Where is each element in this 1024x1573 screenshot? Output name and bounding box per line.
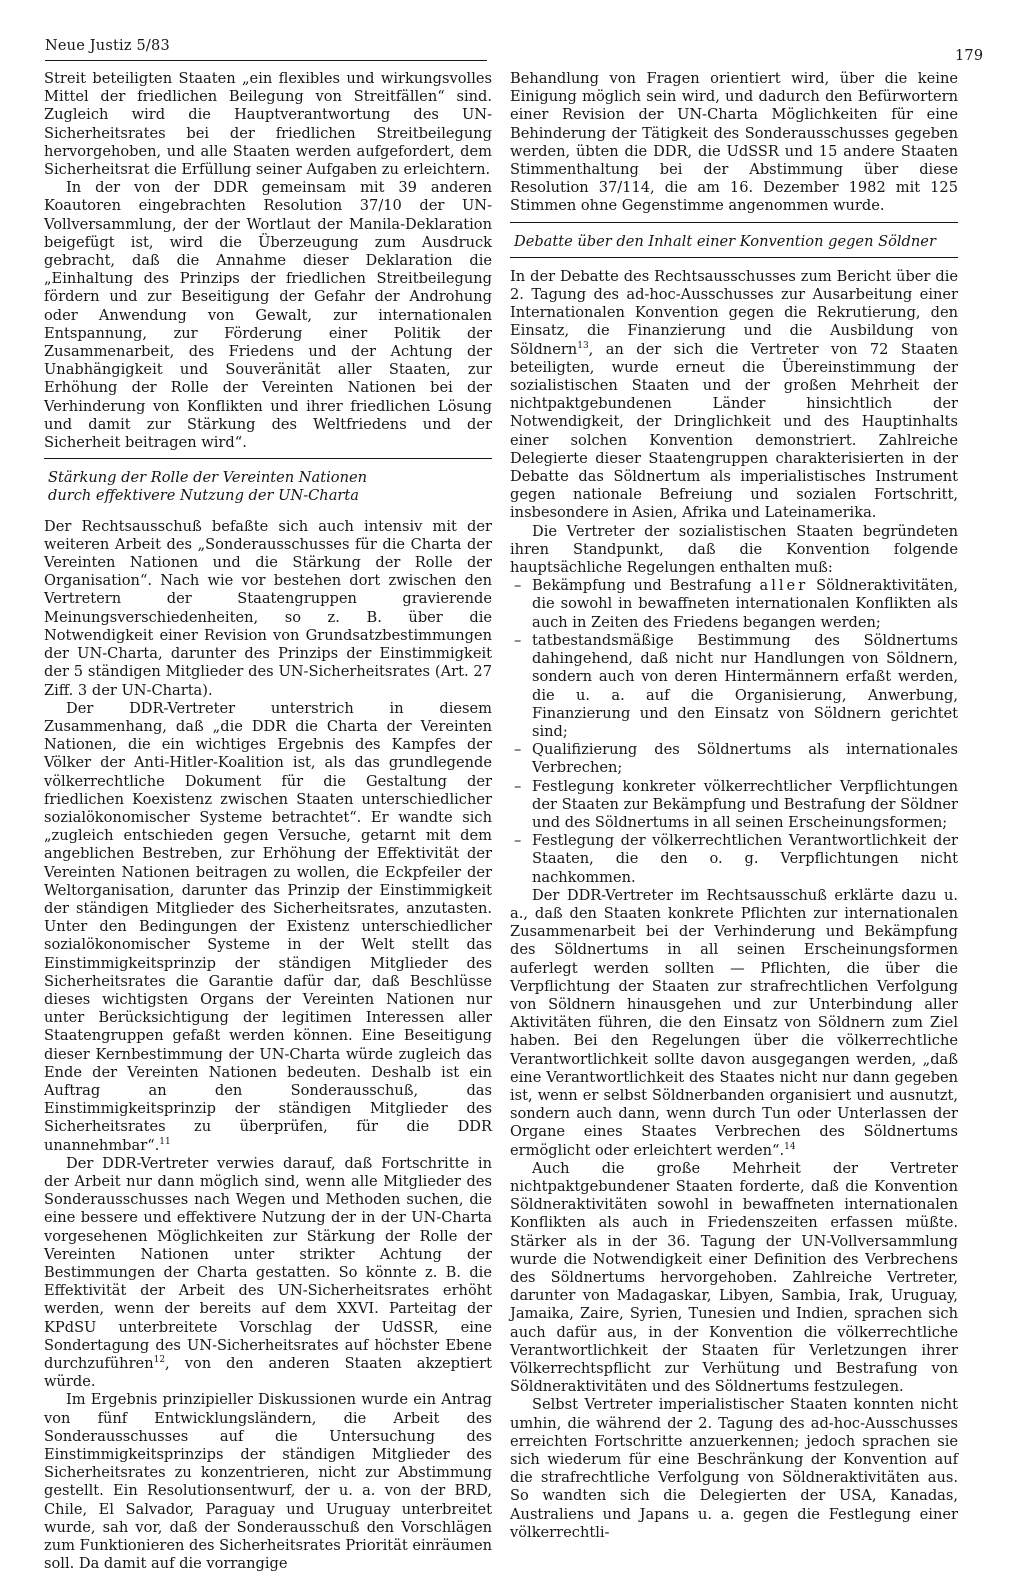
section-rule: [510, 257, 958, 258]
list-item-text: Söldneraktivitäten, die sowohl in bewaffneten internationalen Konflikten als auch in Zeiten des Friedens begangen werden;: [532, 577, 959, 631]
paragraph-text: In der Debatte des Rechtsausschusses zum Bericht über die 2. Tagung des ad-hoc-Ausschusses zur Ausarbeitung einer Internationalen Konvention gegen die Rekrutierung, den Einsatz, die Finanzierung und die Ausbildung von Söldnern: [510, 267, 958, 358]
paragraph-text: , an der sich die Vertreter von 72 Staaten beteiligten, wurde erneut die Übereinstimmung der sozialistischen Staaten und der großen Mehrheit der nichtpaktgebundenen Länder hinsichtlich der Notwendigkeit, der Dringlichkeit und des Hauptinhalts einer solchen Konvention demonstriert. Zahlreiche Delegierte dieser Staatengruppen charakterisierten in der Debatte das Söldnertum als imperialistisches Instrument gegen nationale Befreiung und sozialen Fortschritt, insbesondere in Asien, Afrika und Lateinamerika.: [510, 340, 958, 522]
paragraph-text: Der DDR-Vertreter verwies darauf, daß Fortschritte in der Arbeit nur dann möglich sind, wenn alle Mitglieder des Sonderausschusses nach Wegen und Methoden suchen, die eine bessere und effektivere Nutzung der in der UN-Charta vorgesehenen Möglichkeiten zur Stärkung der Rolle der Vereinten Nationen unter strikter Achtung der Bestimmungen der Charta gestatten. So könnte z. B. die Effektivität der Arbeit des UN-Sicherheitsrates erhöht werden, wenn der bereits auf dem XXVI. Parteitag der KPdSU unterbreitete Vorschlag der UdSSR, eine Sondertagung des UN-Sicherheitsrates auf höchster Ebene durchzuführen: [44, 1154, 492, 1373]
paragraph: In der von der DDR gemeinsam mit 39 anderen Koautoren eingebrachten Resolution 37/10 der UN-Vollversammlung, der der Wortlaut der Manila-Deklaration beigefügt ist, wird die Überzeugung zum Ausdruck gebracht, daß die Annahme dieser Deklaration die „Einhaltung des Prinzips der friedlichen Streitbeilegung fördern und zur Beseitigung der Gefahr der Androhung oder Anwendung von Gewalt, zur internationalen Entspannung, zur Förderung einer Politik der Zusammenarbeit, des Friedens und der Achtung der Unabhängigkeit und Souveränität aller Staaten, zur Erhöhung der Rolle der Vereinten Nationen bei der Verhinderung von Konflikten und ihrer friedlichen Lösung und damit zur Stärkung des Weltfriedens und der Sicherheit beitragen wird“.: [44, 179, 492, 452]
list-item: – tatbestandsmäßige Bestimmung des Söldnertums dahingehend, daß nicht nur Handlungen von Söldnern, sondern auch von deren Hintermännern erfaßt werden, die u. a. auf die Organisierung, Anwerbung, Finanzierung und den Einsatz von Söldnern gerichtet sind;: [510, 632, 958, 741]
list-item: [510, 577, 958, 632]
section-rule: [44, 458, 492, 459]
paragraph: [510, 268, 958, 523]
paragraph: Behandlung von Fragen orientiert wird, über die keine Einigung möglich sein wird, und dadurch den Befürwortern einer Revision der UN-Charta Möglichkeiten für eine Behinderung der Tätigkeit des Sonderausschusses gegeben werden, übten die DDR, die UdSSR und 15 andere Staaten Stimmenthaltung bei der Abstimmung über diese Resolution 37/114, die am 16. Dezember 1982 mit 125 Stimmen ohne Gegenstimme angenommen wurde.: [510, 70, 958, 215]
paragraph-text: Der DDR-Vertreter im Rechtsausschuß erklärte dazu u. a., daß den Staaten konkrete Pflichten zur internationalen Zusammenarbeit bei der Verhinderung und Bekämpfung des Söldnertums in all seinen Erscheinungsformen auferlegt werden sollten — Pflichten, die über die Verpflichtung der Staaten zur strafrechtlichen Verfolgung von Söldnern hinausgehen und zur Unterbindung aller Aktivitäten führen, die den Einsatz von Söldnern zum Ziel haben. Bei den Regelungen über die völkerrechtliche Verantwortlichkeit sollte davon ausgegangen werden, „daß eine Verantwortlichkeit des Staates nicht nur dann gegeben ist, wenn er selbst Söldnerbanden organisiert und ausnutzt, sondern auch dann, wenn durch Tun oder Unterlassen der Organe eines Staates Verbrechen des Söldnertums ermöglicht oder erleichtert werden“.: [510, 886, 958, 1159]
paragraph: [44, 1155, 492, 1392]
paragraph-text: , von den anderen Staaten akzeptiert würde.: [44, 1355, 492, 1391]
paragraph: Selbst Vertreter imperialistischer Staaten konnten nicht umhin, die während der 2. Tagung des ad-hoc-Ausschusses erreichten Fortschritte anzuerkennen; jedoch sprachen sie sich wiederum für eine Beschränkung der Konvention auf die strafrechtliche Verfolgung von Söldneraktivitäten aus. So wandten sich die Delegierten der USA, Kanadas, Australiens und Japans u. a. gegen die Festlegung einer völkerrechtli-: [510, 1396, 958, 1541]
section-heading-line: Stärkung der Rolle der Vereinten Nationen: [48, 469, 368, 487]
list-item: – Festlegung konkreter völkerrechtlicher Verpflichtungen der Staaten zur Bekämpfung und Bestrafung der Söldner und des Söldnertums in all seinen Erscheinungsformen;: [510, 778, 958, 833]
paragraph: Auch die große Mehrheit der Vertreter nichtpaktgebundener Staaten forderte, daß die Konvention Söldneraktivitäten sowohl in bewaffneten internationalen Konflikten als auch in Friedenszeiten erfassen müßte. Stärker als in der 36. Tagung der UN-Vollversammlung wurde die Notwendigkeit einer Definition des Verbrechens des Söldnertums hervorgehoben. Zahlreiche Vertreter, darunter von Madagaskar, Libyen, Sambia, Irak, Uruguay, Jamaika, Zaire, Syrien, Tunesien und Indien, sprachen sich auch dafür aus, in der Konvention die völkerrechtliche Verantwortlichkeit der Staaten für Verletzungen ihrer Völkerrechtspflicht zur Verhütung und Bestrafung von Söldneraktivitäten und des Söldnertums festzulegen.: [510, 1159, 958, 1396]
running-header: Neue Justiz 5/83: [45, 38, 170, 54]
right-column: [510, 70, 958, 1542]
footnote-ref: 14: [784, 1141, 796, 1152]
header-rule: [45, 60, 487, 61]
emphasized-word: aller: [759, 577, 809, 595]
paragraph: Streit beteiligten Staaten „ein flexibles und wirkungsvolles Mittel der friedlichen Beilegung von Streitfällen“ sind. Zugleich wird die Hauptverantwortung des UN-Sicherheitsrates bei der friedlichen Streitbeilegung hervorgehoben, und alle Staaten werden aufgefordert, dem Sicherheitsrat die Erfüllung seiner Aufgaben zu erleichtern.: [44, 70, 492, 179]
section-heading-line: durch effektivere Nutzung der UN-Charta: [48, 487, 359, 505]
footnote-ref: 12: [153, 1355, 166, 1366]
list-item: – Festlegung der völkerrechtlichen Verantwortlichkeit der Staaten, die den o. g. Verpflichtungen nicht nachkommen.: [510, 832, 958, 887]
list-item: – Qualifizierung des Söldnertums als internationales Verbrechen;: [510, 741, 958, 777]
paragraph: Im Ergebnis prinzipieller Diskussionen wurde ein Antrag von fünf Entwicklungsländern, die Arbeit des Sonderausschusses auf die Untersuchung des Einstimmigkeitsprinzips der ständigen Mitglieder des Sicherheitsrates zu konzentrieren, nicht zur Abstimmung gestellt. Ein Resolutionsentwurf, der u. a. von der BRD, Chile, El Salvador, Paraguay und Uruguay unterbreitet wurde, sah vor, daß der Sonderausschuß den Vorschlägen zum Funktionieren des Sicherheitsrates Priorität einräumen soll. Da damit auf die vorrangige: [44, 1391, 492, 1573]
footnote-ref: 13: [577, 340, 589, 351]
list-item-text: Bekämpfung und Bestrafung: [532, 577, 752, 595]
section-rule: [510, 222, 958, 223]
left-column: [44, 70, 492, 1573]
footnote-ref: 11: [159, 1136, 171, 1147]
paragraph: Der Rechtsausschuß befaßte sich auch intensiv mit der weiteren Arbeit des „Sonderausschusses für die Charta der Vereinten Nationen und die Stärkung der Rolle der Organisation“. Nach wie vor bestehen dort zwischen den Vertretern der Staatengruppen gravierende Meinungsverschiedenheiten, so z. B. über die Notwendigkeit einer Revision von Grundsatzbestimmungen der UN-Charta, darunter des Prinzips der Einstimmigkeit der 5 ständigen Mitglieder des UN-Sicherheitsrates (Art. 27 Ziff. 3 der UN-Charta).: [44, 517, 492, 699]
paragraph: [510, 887, 958, 1160]
section-heading: Debatte über den Inhalt einer Konvention gegen Söldner: [514, 232, 936, 250]
paragraph: [44, 700, 492, 1155]
paragraph-text: Der DDR-Vertreter unterstrich in diesem Zusammenhang, daß „die DDR die Charta der Vereinten Nationen, die ein wichtiges Ergebnis des Kampfes der Völker der Anti-Hitler-Koalition ist, als das grundlegende völkerrechtliche Dokument für die Gestaltung der friedlichen Koexistenz zwischen Staaten unterschiedlicher sozialökonomischer Systeme betrachtet“. Er wandte sich „zugleich entschieden gegen Versuche, getarnt mit dem angeblichen Bestreben, zur Erhöhung der Effektivität der Vereinten Nationen beitragen zu wollen, die Eckpfeiler der Weltorganisation, darunter das Prinzip der Einstimmigkeit der ständigen Mitglieder des Sicherheitsrates, anzutasten. Unter den Bedingungen der Existenz unterschiedlicher sozialökonomischer Systeme in der Welt stellt das Einstimmigkeitsprinzip der ständigen Mitglieder des Sicherheitsrates die Garantie dafür dar, daß Beschlüsse dieses wichtigsten Organs der Vereinten Nationen nur unter Berücksichtigung der legitimen Interessen aller Staatengruppen gefaßt werden können. Eine Beseitigung dieser Kernbestimmung der UN-Charta würde zugleich das Ende der Vereinten Nationen bedeuten. Deshalb ist ein Auftrag an den Sonderausschuß, das Einstimmigkeitsprinzip der ständigen Mitglieder des Sicherheitsrates zu überprüfen, für die DDR unannehmbar“.: [44, 699, 492, 1154]
paragraph: Die Vertreter der sozialistischen Staaten begründeten ihren Standpunkt, daß die Konvention folgende hauptsächliche Regelungen enthalten muß:: [510, 522, 958, 577]
section-heading: [48, 469, 492, 505]
page-number: 179: [955, 48, 984, 64]
